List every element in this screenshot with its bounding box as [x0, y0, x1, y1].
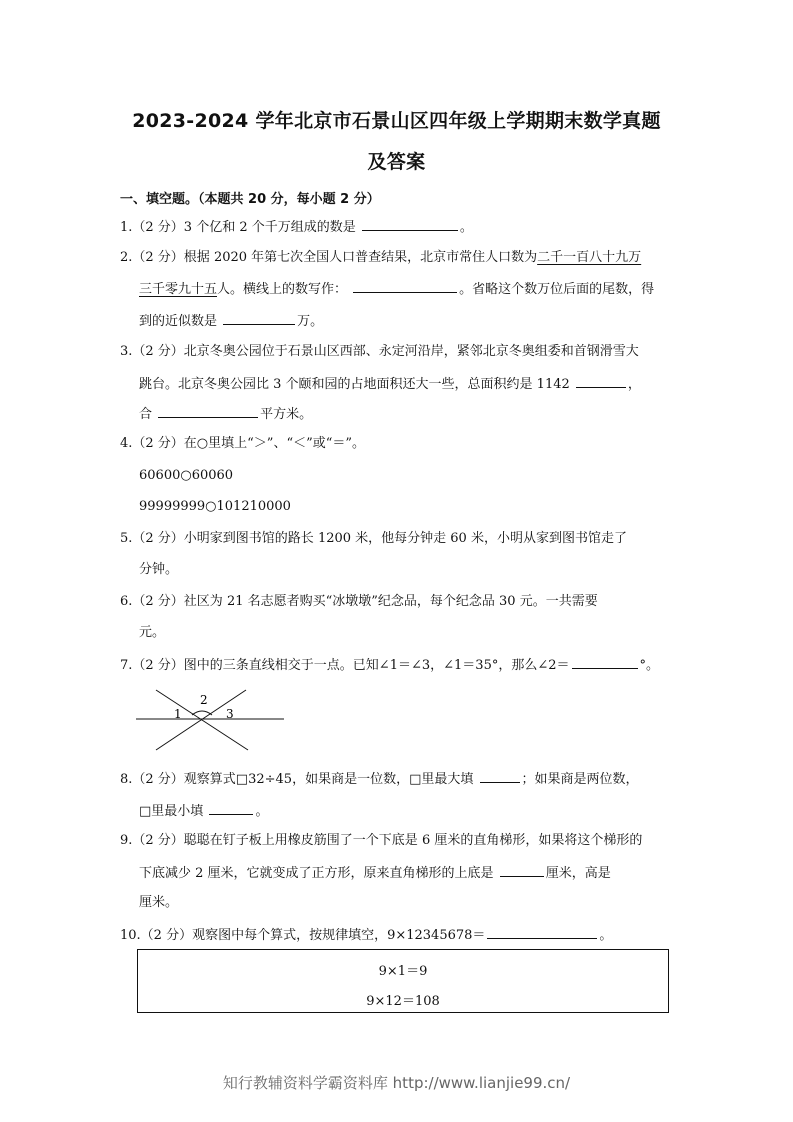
q2-answer-blank-1[interactable]: [353, 280, 457, 293]
angle-label-2: 2: [200, 693, 208, 707]
q8-answer-blank-1[interactable]: [480, 770, 520, 783]
question-9-line2: [139, 864, 611, 882]
q10-text-end: 。: [599, 928, 613, 943]
question-8-line2: [139, 802, 268, 820]
q3-answer-blank-2[interactable]: [158, 405, 258, 418]
q8-text-3: □里最小填: [139, 804, 204, 819]
q4-compare-item-1: 60600○60060: [139, 468, 234, 483]
question-2-line2: [139, 280, 654, 298]
page-title-line2: 及答案: [367, 151, 426, 173]
q9-text: 下底减少 2 厘米，它就变成了正方形，原来直角梯形的上底是: [139, 866, 494, 881]
q10-pattern-box: [137, 949, 669, 1013]
q9-text-2: 厘米，高是: [545, 866, 611, 881]
question-3-line1: 3.（2 分）北京冬奥公园位于石景山区西部、永定河沿岸，紧邻北京冬奥组委和首钢滑雪大: [120, 344, 639, 359]
q10-box-line-2: 9×12＝108: [366, 994, 440, 1009]
q9-answer-blank[interactable]: [500, 864, 544, 877]
q3-answer-blank-1[interactable]: [576, 375, 626, 388]
q8-text-2: ；如果商是两位数，: [521, 772, 639, 787]
angle-label-3: 3: [226, 707, 234, 721]
q3-text: 跳台。北京冬奥公园比 3 个颐和园的占地面积还大一些，总面积约是 1142: [139, 377, 570, 392]
q2-text-3: 。省略这个数万位后面的尾数，得: [459, 282, 655, 297]
q4-compare-item-2: 99999999○101210000: [139, 499, 291, 514]
question-3-line3: [139, 405, 312, 423]
question-1: [120, 218, 473, 236]
q3-text-3: 合: [139, 407, 153, 422]
question-7: [120, 656, 659, 674]
question-9-line3: 厘米。: [139, 895, 179, 910]
question-6-line1: 6.（2 分）社区为 21 名志愿者购买“冰墩墩”纪念品，每个纪念品 30 元。一共需要: [120, 594, 598, 609]
three-lines-figure: [136, 688, 286, 754]
q2-text-2: 人。横线上的数写作：: [217, 282, 348, 297]
page-title-line1: 2023-2024 学年北京市石景山区四年级上学期期末数学真题: [132, 110, 661, 132]
q10-answer-blank[interactable]: [487, 926, 597, 939]
q10-box-line-1: 9×1＝9: [378, 964, 428, 979]
section-heading: 一、填空题。（本题共 20 分，每小题 2 分）: [120, 192, 380, 207]
q7-text: 7.（2 分）图中的三条直线相交于一点。已知∠1＝∠3，∠1＝35°，那么∠2＝: [120, 658, 570, 673]
q1-text: 1.（2 分）3 个亿和 2 个千万组成的数是: [120, 220, 356, 235]
q1-text-end: 。: [459, 220, 473, 235]
question-10: [120, 926, 612, 944]
question-6-line2: 元。: [139, 625, 166, 640]
q3-text-4: 平方米。: [260, 407, 313, 422]
q3-text-2: ，: [627, 377, 641, 392]
question-8-line1: [120, 770, 639, 788]
q2-underlined-number: 二千一百八十九万: [537, 250, 642, 265]
q2-text: 2.（2 分）根据 2020 年第七次全国人口普查结果，北京市常住人口数为: [120, 250, 538, 265]
question-9-line1: 9.（2 分）聪聪在钉子板上用橡皮筋围了一个下底是 6 厘米的直角梯形，如果将这个梯形的: [120, 833, 643, 848]
q7-text-end: °。: [639, 658, 660, 673]
q2-answer-blank-2[interactable]: [223, 312, 295, 325]
question-5-line1: 5.（2 分）小明家到图书馆的路长 1200 米，他每分钟走 60 米，小明从家到图书馆走了: [120, 531, 627, 546]
q8-text-4: 。: [255, 804, 269, 819]
q8-text: 8.（2 分）观察算式□32÷45，如果商是一位数，□里最大填: [120, 772, 474, 787]
footer-watermark: 知行教辅资料学霸资料库 http://www.lianjie99.cn/: [222, 1074, 571, 1092]
question-3-line2: [139, 375, 641, 393]
q2-underlined-number-cont: 三千零九十五: [139, 282, 218, 297]
q1-answer-blank[interactable]: [362, 218, 458, 231]
q7-answer-blank[interactable]: [572, 656, 638, 669]
question-5-line2: 分钟。: [139, 562, 179, 577]
question-4: 4.（2 分）在○里填上“＞”、“＜”或“＝”。: [120, 436, 366, 451]
question-2-line3: [139, 312, 323, 330]
q8-answer-blank-2[interactable]: [209, 802, 253, 815]
angle-label-1: 1: [174, 707, 182, 721]
q10-text: 10.（2 分）观察图中每个算式，按规律填空，9×12345678＝: [120, 928, 486, 943]
question-2-line1: [120, 250, 641, 266]
q2-text-5: 万。: [297, 314, 324, 329]
q2-text-4: 到的近似数是: [139, 314, 218, 329]
